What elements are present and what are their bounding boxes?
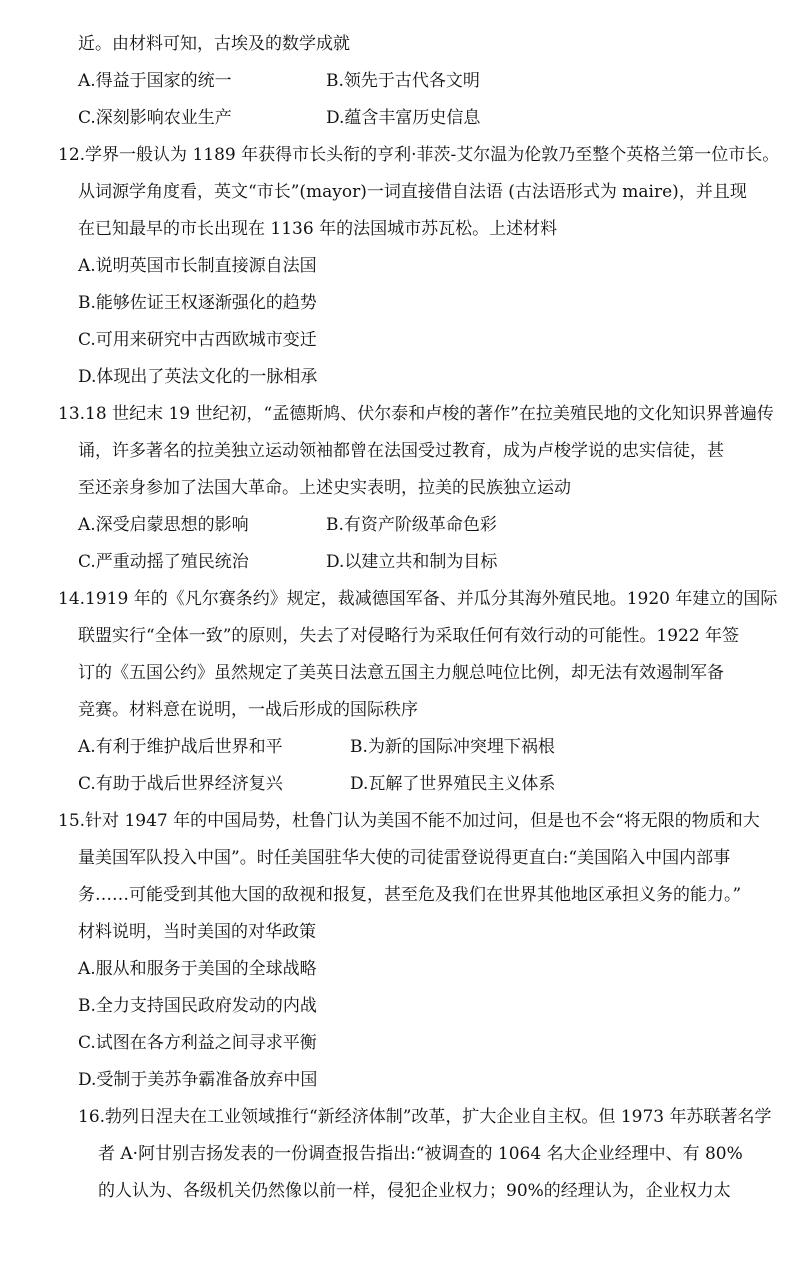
question-13-option-b[interactable]: B.有资产阶级革命色彩 bbox=[326, 515, 497, 535]
question-14-stem-line: 订的《五国公约》虽然规定了美英日法意五国主力舰总吨位比例，却无法有效遏制军备 bbox=[78, 663, 724, 683]
question-14-option-b[interactable]: B.为新的国际冲突埋下祸根 bbox=[350, 737, 555, 757]
question-12-option-c[interactable]: C.可用来研究中古西欧城市变迁 bbox=[78, 330, 317, 350]
question-12-option-a[interactable]: A.说明英国市长制直接源自法国 bbox=[78, 256, 317, 276]
question-13-stem-line: 至还亲身参加了法国大革命。上述史实表明，拉美的民族独立运动 bbox=[78, 478, 571, 498]
question-15-option-c[interactable]: C.试图在各方利益之间寻求平衡 bbox=[78, 1033, 317, 1053]
question-11-option-a[interactable]: A.得益于国家的统一 bbox=[78, 71, 232, 91]
question-12-stem-line: 从词源学角度看，英文“市长”(mayor)一词直接借自法语 (古法语形式为 maire)，并且现 bbox=[78, 182, 747, 202]
question-14-stem: 14.1919 年的《凡尔赛条约》规定，裁减德国军备、并瓜分其海外殖民地。1920 年建立的国际 bbox=[58, 589, 778, 609]
question-15-option-d[interactable]: D.受制于美苏争霸准备放弃中国 bbox=[78, 1070, 318, 1090]
question-11-option-c[interactable]: C.深刻影响农业生产 bbox=[78, 108, 232, 128]
question-15-stem-line: 务……可能受到其他大国的敌视和报复，甚至危及我们在世界其他地区承担义务的能力。” bbox=[78, 885, 742, 905]
question-16-stem-line: 的人认为、各级机关仍然像以前一样，侵犯企业权力；90%的经理认为，企业权力太 bbox=[98, 1181, 731, 1201]
question-12-stem-line: 在已知最早的市长出现在 1136 年的法国城市苏瓦松。上述材料 bbox=[78, 219, 558, 239]
question-14-option-d[interactable]: D.瓦解了世界殖民主义体系 bbox=[350, 774, 556, 794]
question-11-tail: 近。由材料可知，古埃及的数学成就 bbox=[78, 34, 350, 54]
question-12-option-d[interactable]: D.体现出了英法文化的一脉相承 bbox=[78, 367, 318, 387]
question-15-option-a[interactable]: A.服从和服务于美国的全球战略 bbox=[78, 959, 317, 979]
question-13-option-a[interactable]: A.深受启蒙思想的影响 bbox=[78, 515, 249, 535]
question-14-option-a[interactable]: A.有利于维护战后世界和平 bbox=[78, 737, 283, 757]
question-11-option-b[interactable]: B.领先于古代各文明 bbox=[326, 71, 480, 91]
question-15-stem-line: 量美国军队投入中国”。时任美国驻华大使的司徒雷登说得更直白:“美国陷入中国内部事 bbox=[78, 848, 731, 868]
question-16-stem-line: 者 A·阿甘别吉扬发表的一份调查报告指出:“被调查的 1064 名大企业经理中、有 80% bbox=[98, 1144, 743, 1164]
question-13-stem: 13.18 世纪末 19 世纪初，“孟德斯鸠、伏尔泰和卢梭的著作”在拉美殖民地的文化知识界普遍传 bbox=[58, 404, 774, 424]
question-13-stem-line: 诵，许多著名的拉美独立运动领袖都曾在法国受过教育，成为卢梭学说的忠实信徒，甚 bbox=[78, 441, 724, 461]
question-15-stem: 15.针对 1947 年的中国局势，杜鲁门认为美国不能不加过问，但是也不会“将无限的物质和大 bbox=[58, 811, 760, 831]
question-13-option-d[interactable]: D.以建立共和制为目标 bbox=[326, 552, 498, 572]
question-12-stem: 12.学界一般认为 1189 年获得市长头衔的亨利·菲茨-艾尔温为伦敦乃至整个英格兰第一位市长。 bbox=[58, 145, 780, 165]
question-14-stem-line: 联盟实行“全体一致”的原则，失去了对侵略行为采取任何有效行动的可能性。1922 年签 bbox=[78, 626, 740, 646]
question-11-option-d[interactable]: D.蕴含丰富历史信息 bbox=[326, 108, 481, 128]
question-12-option-b[interactable]: B.能够佐证王权逐渐强化的趋势 bbox=[78, 293, 317, 313]
question-14-option-c[interactable]: C.有助于战后世界经济复兴 bbox=[78, 774, 283, 794]
question-16-stem: 16.勃列日涅夫在工业领域推行“新经济体制”改革，扩大企业自主权。但 1973 年苏联著名学 bbox=[78, 1107, 772, 1127]
question-15-option-b[interactable]: B.全力支持国民政府发动的内战 bbox=[78, 996, 317, 1016]
question-14-stem-line: 竞赛。材料意在说明，一战后形成的国际秩序 bbox=[78, 700, 418, 720]
question-13-option-c[interactable]: C.严重动摇了殖民统治 bbox=[78, 552, 249, 572]
question-15-stem-line: 材料说明，当时美国的对华政策 bbox=[78, 922, 316, 942]
